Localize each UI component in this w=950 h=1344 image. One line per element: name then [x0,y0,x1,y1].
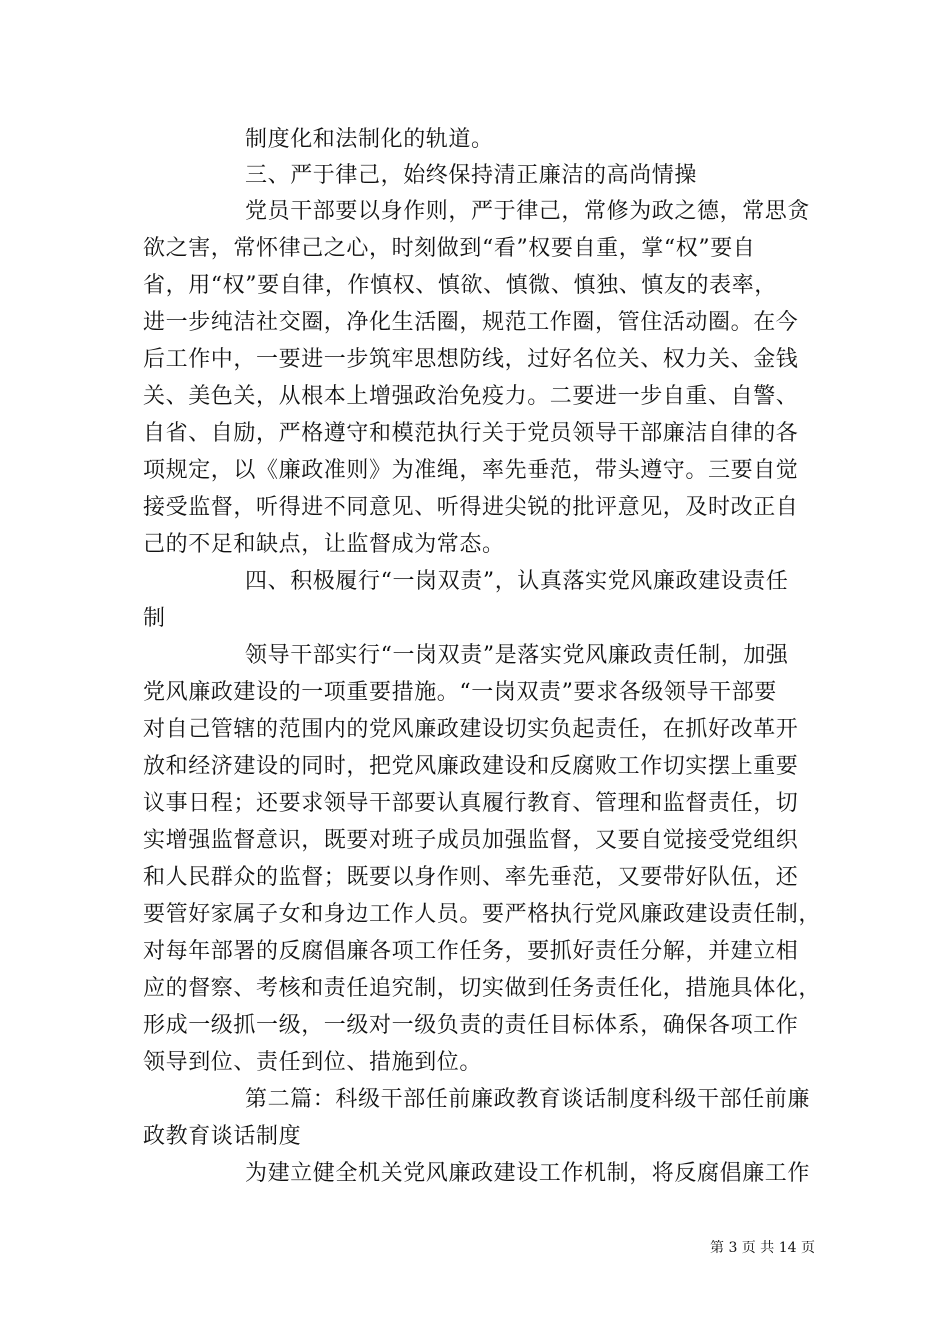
text-line: 制度化和法制化的轨道。 [245,127,494,152]
text-line: 要管好家属子女和身边工作人员。要严格执行党风廉政建设责任制， [143,902,822,927]
text-line: 形成一级抓一级，一级对一级负责的责任目标体系，确保各项工作 [143,1013,799,1038]
text-line: 对每年部署的反腐倡廉各项工作任务，要抓好责任分解，并建立相 [143,939,799,964]
text-line: 项规定，以《廉政准则》为准绳，率先垂范，带头遵守。三要自觉 [143,458,799,483]
text-line: 后工作中，一要进一步筑牢思想防线，过好名位关、权力关、金钱 [143,347,799,372]
text-line: 接受监督，听得进不同意见、听得进尖锐的批评意见，及时改正自 [143,495,799,520]
text-line: 应的督察、考核和责任追究制，切实做到任务责任化，措施具体化， [143,976,822,1001]
section-heading-continued: 制 [143,606,166,631]
chapter-heading: 第二篇：科级干部任前廉政教育谈话制度科级干部任前廉 [245,1087,811,1112]
text-line: 放和经济建设的同时，把党风廉政建设和反腐败工作切实摆上重要 [143,754,799,779]
text-line: 和人民群众的监督；既要以身作则、率先垂范，又要带好队伍，还 [143,865,799,890]
text-line: 关、美色关，从根本上增强政治免疫力。二要进一步自重、自警、 [143,384,799,409]
text-line: 领导干部实行“一岗双责”是落实党风廉政责任制，加强 [245,643,789,668]
section-heading: 三、严于律己，始终保持清正廉洁的高尚情操 [245,163,698,188]
page-number: 第 3 页 共 14 页 [710,1240,815,1256]
text-line: 为建立健全机关党风廉政建设工作机制，将反腐倡廉工作 [245,1161,811,1186]
chapter-heading-continued: 政教育谈话制度 [143,1124,302,1149]
section-heading: 四、积极履行“一岗双责”，认真落实党风廉政建设责任 [245,569,789,594]
text-line: 省，用“权”要自律，作慎权、慎欲、慎微、慎独、慎友的表率， [143,273,777,298]
text-line: 实增强监督意识，既要对班子成员加强监督，又要自觉接受党组织 [143,828,799,853]
text-line: 己的不足和缺点，让监督成为常态。 [143,532,505,557]
text-line: 党员干部要以身作则，严于律己，常修为政之德，常思贪 [245,199,811,224]
text-line: 进一步纯洁社交圈，净化生活圈，规范工作圈，管住活动圈。在今 [143,310,799,335]
text-line: 党风廉政建设的一项重要措施。“一岗双责”要求各级领导干部要 [143,680,777,705]
text-line: 领导到位、责任到位、措施到位。 [143,1050,483,1075]
text-line: 欲之害，常怀律己之心，时刻做到“看”权要自重，掌“权”要自 [143,236,756,261]
text-line: 自省、自励，严格遵守和模范执行关于党员领导干部廉洁自律的各 [143,421,799,446]
text-line: 对自己管辖的范围内的党风廉政建设切实负起责任，在抓好改革开 [143,717,799,742]
text-line: 议事日程；还要求领导干部要认真履行教育、管理和监督责任，切 [143,791,799,816]
